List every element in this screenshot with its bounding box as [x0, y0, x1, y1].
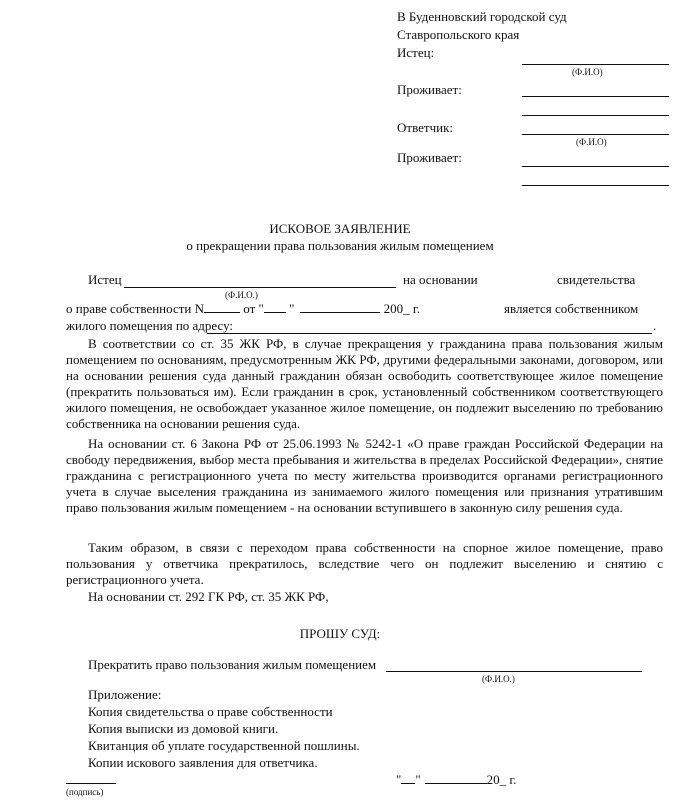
plaintiff-resides-label: Проживает:: [397, 82, 462, 97]
ownership-year: 200_ г.: [383, 301, 421, 316]
date-month-blank: [425, 783, 487, 784]
ownership-from: от ": [243, 301, 264, 316]
paragraph-2-text: На основании ст. 6 Закона РФ от 25.06.1993 № 5242-1 «О праве граждан Российской Федерации на свободу передвижения, выбор места пребывания и жительства в пределах Российской Федерации», снятие гражданина с регистрационного учета по месту жительства производится органами регистрационного учета в случае выселения гражданина из занимаемого жилого помещения или признания утратившим право пользования жилым помещением - на основании вступившего в законную силу решения суда.: [66, 436, 663, 515]
intro-fio-caption: (Ф.И.О.): [225, 290, 258, 300]
plaintiff-name-line: [522, 64, 669, 65]
paragraph-3-text: Таким образом, в связи с переходом права собственности на спорное жилое помещение, право пользования у ответчика прекратилось, вследствие чего он подлежит выселению и снятию с регистрационного учета.: [66, 540, 663, 587]
address-line: [207, 333, 652, 334]
attachment-item: Копия выписки из домовой книги.: [88, 721, 279, 736]
request-heading: ПРОШУ СУД:: [299, 626, 381, 641]
signature-caption: (подпись): [66, 787, 104, 797]
ownership-month-blank: [300, 312, 380, 313]
document-subtitle: о прекращении права пользования жилым помещением: [186, 238, 494, 253]
paragraph-3: [66, 540, 663, 588]
attachment-item: Квитанция об уплате государственной пошлины.: [88, 738, 360, 753]
court-name-line2: Ставропольского края: [397, 27, 520, 42]
defendant-fio-caption: (Ф.И.О): [576, 137, 607, 147]
attachment-item: Копия свидетельства о праве собственности: [88, 704, 333, 719]
paragraph-1-text: В соответствии со ст. 35 ЖК РФ, в случае прекращения у гражданина права пользования жилым помещением по основаниям, предусмотренным ЖК РФ, другими федеральными законами, договором, или на основании решения суда данный гражданин обязан освободить соответствующее жилое помещение (прекратить пользоваться им). Если гражданин в срок, установленный собственником соответствующего жилого помещения, не освобождает указанное жилое помещение, он подлежит выселению по требованию собственника на основании решения суда.: [66, 336, 663, 431]
paragraph-2: [66, 436, 663, 516]
defendant-address-line-2: [522, 185, 669, 186]
ownership-day-blank: [264, 312, 286, 313]
intro-certificate-label: свидетельства: [557, 272, 636, 287]
intro-basis-label: на основании: [403, 272, 478, 287]
intro-plaintiff-name-line: [124, 287, 396, 288]
address-dot: .: [653, 318, 657, 333]
paragraph-4: На основании ст. 292 ГК РФ, ст. 35 ЖК РФ,: [88, 589, 329, 604]
plaintiff-address-line-2: [522, 115, 669, 116]
request-terminate-text: Прекратить право пользования жилым помещением: [88, 657, 377, 672]
date-line: [396, 772, 517, 788]
attachments-label: Приложение:: [88, 687, 162, 702]
intro-plaintiff-label: Истец: [88, 272, 122, 287]
plaintiff-label: Истец:: [397, 45, 435, 60]
ownership-prefix: о праве собственности N: [66, 301, 205, 316]
address-label: жилого помещения по адресу:: [66, 318, 234, 333]
plaintiff-address-line-1: [522, 96, 669, 97]
date-year: 20_ г.: [486, 772, 517, 787]
document-title: ИСКОВОЕ ЗАЯВЛЕНИЕ: [269, 221, 411, 236]
is-owner-label: является собственником: [504, 301, 639, 316]
defendant-label: Ответчик:: [397, 120, 454, 135]
ownership-quote-close: ": [289, 301, 295, 316]
defendant-address-line-1: [522, 166, 669, 167]
date-close-quote: ": [415, 772, 421, 787]
signature-line: [66, 783, 116, 784]
court-name-line1: В Буденновский городской суд: [397, 9, 567, 24]
ownership-line: [66, 301, 420, 317]
request-fio-caption: (Ф.И.О.): [482, 674, 515, 684]
paragraph-1: [66, 336, 663, 432]
date-open-quote: ": [396, 772, 402, 787]
request-defendant-line: [386, 671, 642, 672]
defendant-resides-label: Проживает:: [397, 150, 462, 165]
plaintiff-fio-caption: (Ф.И.О): [572, 67, 603, 77]
date-day-blank: [401, 783, 415, 784]
defendant-name-line: [522, 134, 669, 135]
attachment-item: Копии искового заявления для ответчика.: [88, 755, 318, 770]
certificate-number-blank: [204, 312, 240, 313]
